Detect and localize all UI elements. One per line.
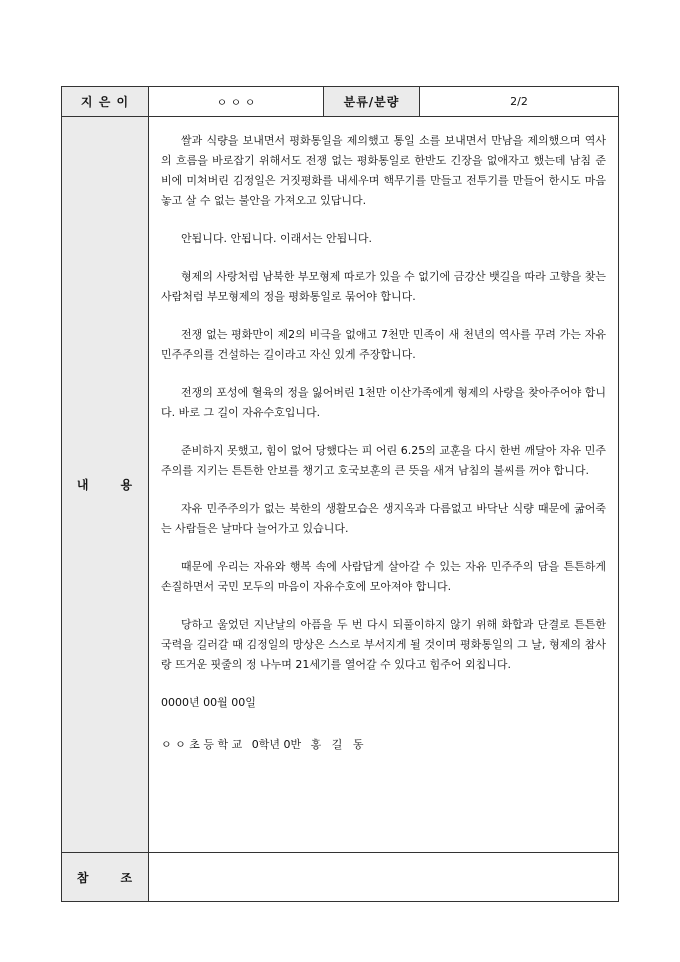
class-info: 0학년 0반	[251, 738, 302, 751]
paragraph-2: 안됩니다. 안됩니다. 이래서는 안됩니다.	[181, 232, 372, 245]
content-text-area	[161, 117, 606, 852]
paragraph-1: 쌀과 식량을 보내면서 평화통일을 제의했고 통일 소를 보내면서 만남을 제의했으며 역사의 흐름을 바로잡기 위해서도 전쟁 없는 평화통일로 한반도 긴장을 없애자고 했는데 남침 준비에 미쳐버린 김정일은 거짓평화를 내세우며 핵무기를 만들고 전투기를 만들어 한시도 마음놓고 살 수 없는 불안을 가져오고 있답니다.	[161, 134, 606, 207]
paragraph-5: 전쟁의 포성에 혈육의 정을 잃어버린 1천만 이산가족에게 형제의 사랑을 찾아주어야 합니다. 바로 그 길이 자유수호입니다.	[161, 386, 606, 419]
content-row	[62, 117, 619, 853]
author-value: ㅇ ㅇ ㅇ	[149, 87, 324, 117]
paragraph-4: 전쟁 없는 평화만이 제2의 비극을 없애고 7천만 민족이 새 천년의 역사를 꾸려 가는 자유 민주주의를 건설하는 길이라고 자신 있게 주장합니다.	[161, 328, 606, 361]
header-row	[62, 87, 619, 117]
paragraph-7: 자유 민주주의가 없는 북한의 생활모습은 생지옥과 다름없고 바닥난 식량 때문에 굶어죽는 사람들은 날마다 늘어가고 있습니다.	[161, 502, 606, 535]
content-body	[149, 117, 619, 853]
paragraph-6: 준비하지 못했고, 힘이 없어 당했다는 피 어린 6.25의 교훈을 다시 한번 깨달아 자유 민주주의를 지키는 튼튼한 안보를 챙기고 호국보훈의 큰 뜻을 새겨 남침의 불씨를 꺼야 합니다.	[161, 444, 606, 477]
author-label: 지 은 이	[62, 87, 149, 117]
content-label: 내 용	[62, 117, 149, 853]
category-value: 2/2	[420, 87, 619, 117]
reference-label: 참 조	[62, 853, 149, 902]
category-label: 분류/분량	[324, 87, 420, 117]
paragraph-8: 때문에 우리는 자유와 행복 속에 사람답게 살아갈 수 있는 자유 민주주의 담을 튼튼하게 손질하면서 국민 모두의 마음이 자유수호에 모아져야 합니다.	[161, 560, 606, 593]
essay-form-table	[61, 86, 619, 902]
reference-row	[62, 853, 619, 902]
student-name: 홍 길 동	[310, 738, 364, 751]
date-line: 0000년 00월 00일	[161, 696, 256, 709]
paragraph-9: 당하고 울었던 지난날의 아픔을 두 번 다시 되풀이하지 않기 위해 화합과 단결로 튼튼한 국력을 길러갈 때 김정일의 망상은 스스로 부서지게 될 것이며 평화통일의 그 날, 형제의 참사랑 뜨거운 핏줄의 정 나누며 21세기를 열어갈 수 있다고 힘주어 외칩니다.	[161, 618, 606, 671]
author-line	[161, 735, 606, 755]
school-name: ㅇ ㅇ 초 등 학 교	[161, 738, 243, 751]
reference-value	[149, 853, 619, 902]
paragraph-3: 형제의 사랑처럼 남북한 부모형제 따로가 있을 수 없기에 금강산 뱃길을 따라 고향을 찾는 사람처럼 부모형제의 정을 평화통일로 묶어야 합니다.	[161, 270, 606, 303]
